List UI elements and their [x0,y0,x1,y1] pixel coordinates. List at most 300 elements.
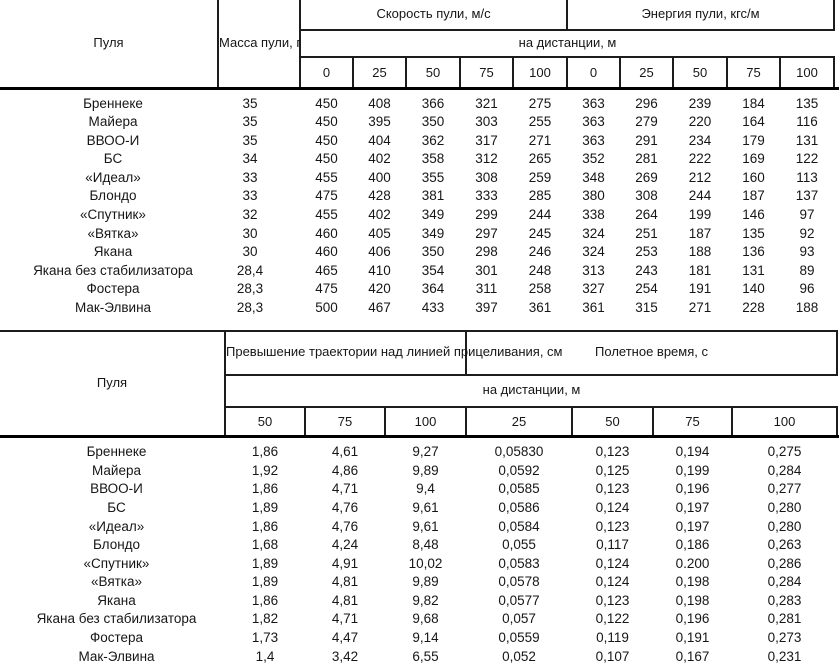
distance-cell: 75 [460,57,513,88]
value-cell: 0,198 [675,574,710,590]
table-row [0,437,839,462]
bullet-name-cell: «Спутник» [83,555,150,571]
value-cell: 312 [475,151,498,167]
value-cell: 244 [688,188,712,204]
value-cell: 333 [475,188,498,204]
mass-cell: 33 [242,169,258,185]
distance-cell: 50 [225,407,305,437]
value-cell: 308 [475,169,498,185]
value-cell: 350 [421,114,445,130]
value-cell: 380 [582,188,605,204]
value-cell: 244 [528,207,552,223]
bullet-name-cell: Якана [93,244,133,260]
bullet-name-cell: «Вятка» [87,225,139,241]
table-row [0,88,839,113]
value-cell: 9,68 [412,611,439,627]
table-row [0,573,839,592]
value-cell: 475 [315,281,338,297]
table-row [0,299,839,318]
value-cell: 363 [567,88,620,113]
value-cell: 4,76 [331,499,359,515]
value-cell: 362 [421,132,445,148]
value-cell: 349 [421,207,445,223]
value-cell: 0,167 [675,648,710,664]
value-cell: 4,24 [331,537,359,553]
value-cell: 265 [528,151,552,167]
group-header-speed: Скорость пули, м/с [300,0,567,30]
value-cell: 0,186 [675,537,710,553]
col-header-bullet: Пуля [0,331,225,437]
value-cell: 1,86 [225,437,305,462]
value-cell: 500 [315,300,338,316]
table-row [0,462,839,481]
value-cell: 400 [368,169,391,185]
value-cell: 0,286 [767,555,802,571]
bullet-name-cell: «Вятка» [90,574,143,590]
value-cell: 255 [528,114,552,130]
mass-cell: 35 [242,132,258,148]
filler-cell [834,57,839,88]
distance-cell: 50 [572,407,653,437]
value-cell: 137 [795,188,819,204]
value-cell: 397 [475,300,498,316]
bullet-name-cell: БС [107,499,126,515]
value-cell: 408 [353,88,406,113]
table-row [0,555,839,574]
value-cell: 281 [635,151,658,167]
value-cell: 1,86 [251,481,279,497]
value-cell: 188 [795,300,819,316]
value-cell: 4,71 [331,481,359,497]
table-row [0,225,839,244]
value-cell: 0,052 [502,648,536,664]
value-cell: 433 [421,300,445,316]
filler-cell [834,150,839,169]
value-cell: 296 [620,88,673,113]
header-row-groups [0,0,839,30]
value-cell: 9,14 [412,630,439,646]
value-cell: 363 [582,114,605,130]
value-cell: 349 [421,225,445,241]
value-cell: 4,86 [331,462,359,478]
value-cell: 0,281 [767,611,802,627]
value-cell: 0,123 [572,437,653,462]
table-row [0,518,839,537]
distance-cell: 50 [406,57,460,88]
table-row [0,169,839,188]
filler-cell [834,225,839,244]
value-cell: 0,05830 [466,437,572,462]
value-cell: 169 [742,151,765,167]
value-cell: 92 [799,225,815,241]
table-row [0,499,839,518]
value-cell: 1,92 [251,462,279,478]
value-cell: 179 [742,132,765,148]
value-cell: 122 [795,151,819,167]
value-cell: 93 [799,244,815,260]
mass-cell: 28,3 [236,281,264,297]
mass-cell: 28,3 [236,300,264,316]
value-cell: 228 [742,300,765,316]
value-cell: 410 [368,262,391,278]
table-row [0,206,839,225]
value-cell: 475 [315,188,338,204]
value-cell: 364 [421,281,445,297]
value-cell: 9,89 [412,462,439,478]
value-cell: 311 [475,281,498,297]
value-cell: 254 [635,281,658,297]
value-cell: 0,0578 [498,574,540,590]
distance-cell: 0 [300,57,353,88]
value-cell: 9,61 [412,499,439,515]
value-cell: 251 [635,225,658,241]
value-cell: 350 [421,244,445,260]
value-cell: 0,284 [767,574,802,590]
bullet-name-cell: ВВОО-И [86,132,140,148]
value-cell: 0,194 [653,437,732,462]
distance-cell: 25 [620,57,673,88]
value-cell: 465 [315,262,338,278]
bullet-name-cell: Якана [97,592,136,608]
value-cell: 301 [475,262,498,278]
value-cell: 89 [799,262,815,278]
value-cell: 279 [635,114,658,130]
distance-cell: 100 [513,57,567,88]
value-cell: 243 [635,262,658,278]
value-cell: 1,86 [251,518,279,534]
table-row [0,629,839,648]
table-row [0,132,839,151]
table-speed-energy [0,0,839,318]
distance-cell: 100 [732,407,837,437]
value-cell: 402 [368,151,391,167]
group-header-flight-time: Полетное время, с [466,331,837,375]
value-cell: 96 [799,281,815,297]
value-cell: 160 [742,169,765,185]
value-cell: 9,61 [412,518,439,534]
table-row [0,280,839,299]
distance-label: на дистанции, м [300,30,834,57]
value-cell: 1,82 [251,611,279,627]
value-cell: 0,125 [595,462,630,478]
distance-cell: 75 [653,407,732,437]
value-cell: 1,4 [255,648,275,664]
mass-cell: 33 [242,188,258,204]
value-cell: 116 [796,114,818,130]
value-cell: 0,196 [675,481,710,497]
value-cell: 0,123 [595,592,630,608]
value-cell: 253 [635,244,658,260]
value-cell: 428 [368,188,391,204]
value-cell: 0,123 [595,518,630,534]
value-cell: 0.200 [675,555,710,571]
mass-cell: 34 [242,151,258,167]
value-cell: 0,196 [675,611,710,627]
value-cell: 248 [528,262,552,278]
value-cell: 4,47 [331,630,359,646]
filler-cell [834,206,839,225]
value-cell: 131 [795,132,819,148]
value-cell: 450 [300,88,353,113]
value-cell: 0,231 [767,648,802,664]
bullet-name-cell: «Идеал» [85,169,141,185]
value-cell: 0,122 [595,611,630,627]
group-header-energy: Энергия пули, кгс/м [567,0,834,30]
bullet-name-cell: БС [103,151,123,167]
value-cell: 4,61 [305,437,385,462]
distance-cell: 25 [466,407,572,437]
value-cell: 4,91 [331,555,359,571]
value-cell: 140 [742,281,765,297]
value-cell: 113 [796,169,818,185]
value-cell: 4,71 [331,611,359,627]
value-cell: 8,48 [412,537,439,553]
value-cell: 1,86 [251,592,279,608]
table-row [0,610,839,629]
filler-cell [834,113,839,132]
value-cell: 0,283 [767,592,802,608]
value-cell: 352 [582,151,605,167]
value-cell: 188 [688,244,712,260]
value-cell: 455 [315,169,338,185]
bullet-name-cell: Фостера [89,630,144,646]
value-cell: 460 [315,225,338,241]
bullet-name-cell: Якана без стабилизатора [33,262,193,278]
value-cell: 212 [688,169,712,185]
value-cell: 10,02 [408,555,443,571]
value-cell: 187 [688,225,712,241]
value-cell: 402 [368,207,391,223]
value-cell: 258 [528,281,552,297]
value-cell: 131 [742,262,765,278]
value-cell: 1,73 [251,630,279,646]
value-cell: 4,81 [331,574,359,590]
value-cell: 199 [688,207,712,223]
value-cell: 299 [475,207,498,223]
value-cell: 4,81 [331,592,359,608]
filler-cell [834,280,839,299]
value-cell: 184 [727,88,780,113]
value-cell: 246 [528,244,552,260]
value-cell: 191 [688,281,712,297]
value-cell: 0,0586 [498,499,540,515]
table-body [0,88,839,318]
value-cell: 420 [368,281,391,297]
value-cell: 450 [315,151,338,167]
value-cell: 0,0583 [498,555,540,571]
value-cell: 298 [475,244,498,260]
value-cell: 135 [780,88,834,113]
bullet-name-cell: Майера [88,114,138,130]
value-cell: 6,55 [412,648,439,664]
value-cell: 146 [742,207,765,223]
value-cell: 3,42 [331,648,359,664]
value-cell: 0,198 [675,592,710,608]
value-cell: 406 [368,244,391,260]
value-cell: 0,0559 [498,630,540,646]
value-cell: 0,0592 [498,462,540,478]
group-header-trajectory: Превышение траектории над линией прицеливания, см [225,331,466,375]
value-cell: 0,284 [767,462,802,478]
value-cell: 0,280 [767,518,802,534]
value-cell: 0,0584 [498,518,540,534]
value-cell: 460 [315,244,338,260]
value-cell: 9,27 [385,437,466,462]
table-row [0,113,839,132]
value-cell: 0,273 [767,630,802,646]
bullet-name-cell: Бреннеке [0,88,218,113]
table-row [0,150,839,169]
value-cell: 0,263 [767,537,802,553]
filler-cell [834,169,839,188]
value-cell: 1,89 [251,499,279,515]
value-cell: 285 [528,188,552,204]
mass-cell: 28,4 [236,262,264,278]
value-cell: 291 [635,132,658,148]
value-cell: 381 [421,188,445,204]
filler-cell [834,243,839,262]
distance-cell: 0 [567,57,620,88]
table-row [0,262,839,281]
table-body [0,437,839,667]
value-cell: 271 [688,300,712,316]
value-cell: 395 [368,114,391,130]
value-cell: 450 [315,132,338,148]
value-cell: 0,123 [595,481,630,497]
value-cell: 0,199 [675,462,710,478]
col-header-bullet: Пуля [0,0,218,88]
value-cell: 0,124 [595,574,630,590]
value-cell: 9,89 [412,574,439,590]
bullet-name-cell: Мак-Элвина [74,300,152,316]
value-cell: 97 [799,207,815,223]
value-cell: 135 [742,225,765,241]
value-cell: 0,107 [595,648,630,664]
table-row [0,480,839,499]
value-cell: 0,277 [767,481,802,497]
value-cell: 245 [528,225,552,241]
value-cell: 324 [582,244,605,260]
filler-cell [834,0,839,30]
value-cell: 317 [475,132,498,148]
distance-cell: 50 [673,57,727,88]
value-cell: 0,117 [596,537,629,553]
value-cell: 0,275 [732,437,837,462]
value-cell: 1,89 [251,574,279,590]
value-cell: 321 [460,88,513,113]
mass-cell: 32 [242,207,258,223]
filler-cell [834,299,839,318]
value-cell: 269 [635,169,658,185]
value-cell: 404 [368,132,391,148]
value-cell: 0,0585 [498,481,540,497]
value-cell: 222 [688,151,712,167]
value-cell: 0,280 [767,499,802,515]
value-cell: 264 [635,207,658,223]
table-trajectory-time [0,330,839,667]
bullet-name-cell: «Идеал» [88,518,145,534]
value-cell: 0,055 [502,537,536,553]
filler-cell [834,187,839,206]
bullet-name-cell: «Спутник» [80,207,146,223]
filler-cell [834,262,839,281]
value-cell: 4,76 [331,518,359,534]
value-cell: 0,197 [675,499,710,515]
value-cell: 1,89 [251,555,279,571]
distance-cell: 75 [305,407,385,437]
distance-cell: 100 [780,57,834,88]
value-cell: 0,057 [502,611,536,627]
table-row [0,592,839,611]
value-cell: 0,191 [675,630,710,646]
bullet-name-cell: Блондо [92,537,141,553]
value-cell: 303 [475,114,498,130]
bullet-name-cell: Якана без стабилизатора [36,611,197,627]
value-cell: 315 [635,300,658,316]
value-cell: 0,124 [595,499,630,515]
table-row [0,536,839,555]
distance-label: на дистанции, м [225,375,837,407]
value-cell: 9,4 [416,481,435,497]
value-cell: 0,119 [596,630,629,646]
value-cell: 355 [421,169,445,185]
distance-cell: 75 [727,57,780,88]
value-cell: 358 [421,151,445,167]
value-cell: 348 [582,169,605,185]
value-cell: 271 [528,132,552,148]
value-cell: 324 [582,225,605,241]
value-cell: 187 [742,188,765,204]
value-cell: 259 [528,169,552,185]
table-row [0,648,839,667]
value-cell: 136 [742,244,765,260]
value-cell: 9,82 [412,592,439,608]
value-cell: 1,68 [251,537,279,553]
bullet-name-cell: ВВОО-И [90,481,143,497]
value-cell: 354 [421,262,445,278]
table-row [0,187,839,206]
header-row-groups [0,331,839,375]
value-cell: 405 [368,225,391,241]
value-cell: 0,197 [675,518,710,534]
value-cell: 313 [582,262,605,278]
value-cell: 220 [688,114,712,130]
col-header-mass: Масса пули, г [218,0,300,88]
value-cell: 234 [688,132,712,148]
value-cell: 297 [475,225,498,241]
mass-cell: 30 [242,225,258,241]
value-cell: 327 [582,281,605,297]
filler-cell [834,88,839,113]
value-cell: 239 [673,88,727,113]
bullet-name-cell: Фостера [86,281,140,297]
value-cell: 275 [513,88,567,113]
value-cell: 338 [582,207,605,223]
value-cell: 0,0577 [498,592,540,608]
value-cell: 455 [315,207,338,223]
mass-cell: 35 [218,88,300,113]
value-cell: 363 [582,132,605,148]
distance-cell: 100 [385,407,466,437]
bullet-name-cell: Бреннеке [0,437,225,462]
distance-cell: 25 [353,57,406,88]
bullet-name-cell: Майера [92,462,141,478]
bullet-name-cell: Блондо [89,188,137,204]
mass-cell: 35 [242,114,258,130]
value-cell: 0,124 [595,555,630,571]
mass-cell: 30 [242,244,258,260]
value-cell: 361 [582,300,605,316]
